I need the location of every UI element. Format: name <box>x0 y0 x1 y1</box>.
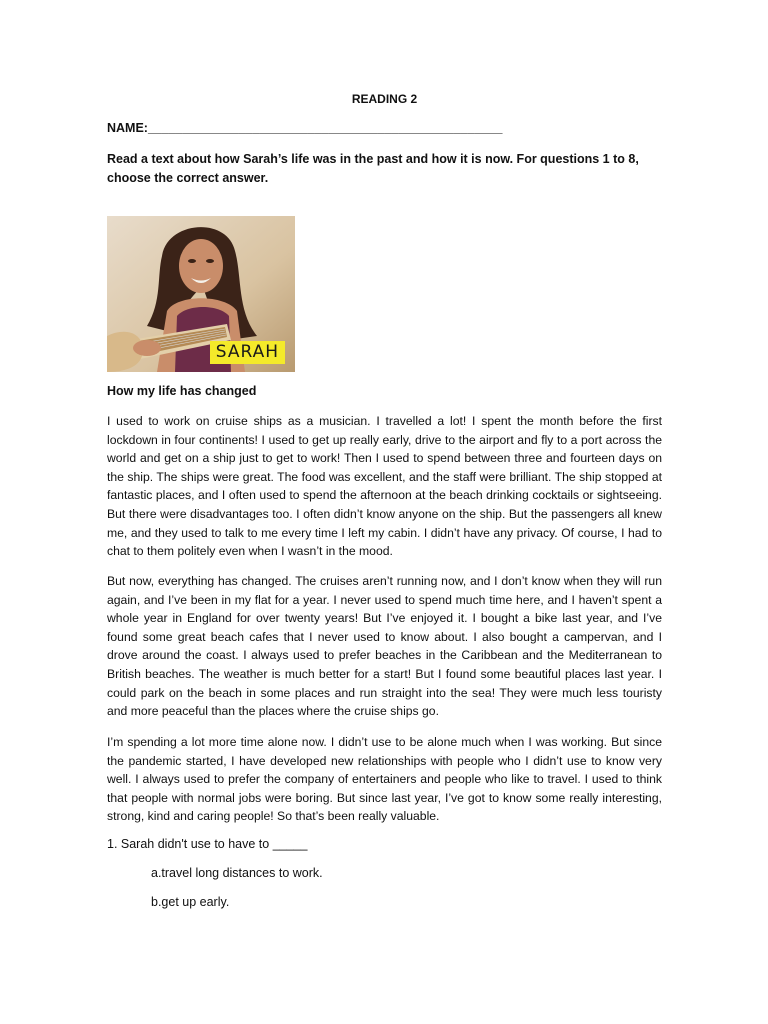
sarah-photo <box>107 216 295 372</box>
document-title: READING 2 <box>351 92 418 106</box>
name-tag-sarah: SARAH <box>210 341 285 364</box>
paragraph-3: I’m spending a lot more time alone now. I didn’t use to be alone much when I was working. But since the pandemic started, I have developed new relationships with people who I didn’t use to know very well. I always used to prefer the company of entertainers and people who like to travel. I used to think that people with normal jobs were boring. But since last year, I’ve got to know some really interesting, strong, kind and caring people! So that’s been really valuable. <box>107 735 662 824</box>
paragraph-2: But now, everything has changed. The cruises aren’t running now, and I don’t know when they will run again, and I’ve been in my flat for a year. I never used to spend much time here, and I haven’t spent a whole year in England for over twenty years! But I’ve enjoyed it. I bought a bike last year, and I’ve found some great beach cafes that I never used to know about. I also bought a campervan, and I drove around the coast. I always used to prefer beaches in the Caribbean and the Mediterranean to British beaches. The weather is much better for a start! But I found some beautiful places last year. I could park on the beach in some places and run straight into the sea! They were much less touristy and more peaceful than the places where the cruise ships go. <box>107 574 662 719</box>
section-heading: How my life has changed <box>107 384 257 398</box>
question-1-option-b: b.get up early. <box>151 895 230 909</box>
question-1: 1. Sarah didn't use to have to _____ <box>107 837 308 851</box>
name-field-line: NAME:___________________________________________________ <box>107 121 503 135</box>
paragraph-1: I used to work on cruise ships as a musician. I travelled a lot! I spent the month before the first lockdown in four continents! I used to get up really early, drive to the airport and fly to a port across the world and get on a ship just to get to work! Then I used to spend between three and fourteen days on the ship. The ships were great. The food was excellent, and the staff were brilliant. The ship stopped at fantastic places, and I often used to spend the afternoon at the beach drinking cocktails or sightseeing. But there were disadvantages too. I often didn’t know anyone on the ship. But the passengers all knew me, and they used to talk to me every time I left my cabin. I didn’t have any privacy. Of course, I had to chat to them politely even when I wasn’t in the mood. <box>107 414 662 559</box>
instructions: Read a text about how Sarah’s life was in the past and how it is now. For questions 1 to 8, choose the correct answer. <box>107 152 639 185</box>
question-1-option-a: a.travel long distances to work. <box>151 866 323 880</box>
